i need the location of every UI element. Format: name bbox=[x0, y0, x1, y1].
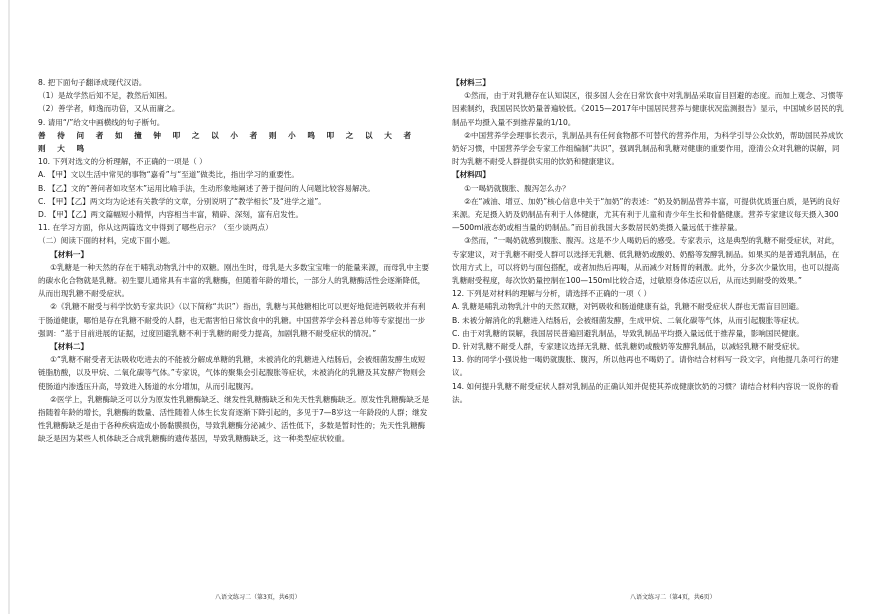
material-3-p2: ②中国营养学会理事长表示，乳制品具有任何食物都不可替代的营养作用，为科学引导公众饮奶，帮助国民养成饮奶好习惯，中国营养学会专家工作组编制“共识”，强调乳制品和乳糖对健康的重要作用，澄清公众对乳糖的误解，同时为乳糖不耐受人群提供实用的饮奶和健康建议。 bbox=[452, 130, 844, 167]
q14: 14. 如何提升乳糖不耐受症状人群对乳制品的正确认知并促使其养成健康饮奶的习惯？请结合材料内容说一说你的看法。 bbox=[452, 381, 839, 404]
material-3-heading: 【材料三】 bbox=[452, 78, 490, 87]
q10: 10. 下列对选文的分析理解，不正确的一项是（ ） bbox=[38, 157, 207, 167]
material-1-p2: ②《乳糖不耐受与科学饮奶专家共识》（以下简称“共识”）指出，乳糖与其他糖相比可以更好地促进钙吸收并有利于肠道健康，哪怕是存在乳糖不耐受的人群，也无需害怕日常饮食中的乳糖。中国营养学会科普总帅等专家提出一步强调：“基于目前进展的证据，过度回避乳糖不利于乳糖的耐受力提高，加剧乳糖不耐受症状的情况。” bbox=[38, 302, 426, 338]
q9-passage: 善 待 问 者 如 撞 钟 叩 之 以 小 者 则 小 鸣 叩 之 以 大 者 则 大 鸣 bbox=[38, 130, 416, 154]
material-1-heading: 【材料一】 bbox=[50, 249, 89, 259]
material-4-p1: ①一喝奶就腹胀、腹泻怎么办？ bbox=[464, 183, 570, 193]
q10-d: D. 【甲】【乙】两文篇幅短小精悍，内容相当丰富，精辟、深刻，富有启发性。 bbox=[38, 210, 304, 220]
q10-c: C. 【甲】【乙】两文均为论述有关教学的文章，分别说明了“教学相长”及“进学之道”。 bbox=[38, 196, 326, 206]
q10-a: A. 【甲】文以生活中常见的事物“嘉肴”与“至道”做类比，指出学习的重要性。 bbox=[38, 170, 300, 180]
material-3-p1: ①然而，由于对乳糖存在认知误区，很多国人会在日常饮食中对乳制品采取盲目回避的态度。而加上观念、习惯等因素制约，我国居民饮奶量普遍较低。《2015—2017年中国居民营养与健康状况监测报告》显示，中国城乡居民的乳制品平均摄入量不到推荐量的1/10。 bbox=[452, 91, 844, 127]
q12: 12. 下列是对材料的理解与分析，请选择不正确的一项（ ） bbox=[452, 289, 652, 299]
material-2-heading: 【材料二】 bbox=[50, 342, 89, 352]
q12-d: D. 针对乳糖不耐受人群，专家建议选择无乳糖、低乳糖奶或酸奶等发酵乳制品，以减轻乳糖不耐受症状。 bbox=[452, 342, 805, 352]
material-4-p3: ③然而，“一喝奶就感到腹胀、腹泻。这是不少人喝奶后的感受。专家表示，这是典型的乳糖不耐受症状，对此，专家建议，对于乳糖不耐受人群可以选择无乳糖、低乳糖奶或酸奶、奶酪等发酵乳制品。如果买的是普通乳制品，在饮用方式上，可以将奶与面包搭配，或者加热后再喝，从而减少对肠胃的刺激。此外，分多次少量饮用，也可以提高乳糖耐受程度，每次饮奶量控制在100—150ml比较合适，过敏原身体适应以后，从而达到耐受的效果。” bbox=[452, 236, 840, 286]
material-2-p2: ②医学上，乳糖酶缺乏可以分为原发性乳糖酶缺乏、继发性乳糖酶缺乏和先天性乳糖酶缺乏。原发性乳糖酶缺乏是指随着年龄的增长，乳糖酶的数量、活性随着人体生长发育逐渐下降引起的，多见于7—8岁这一年龄段的人群；继发性乳糖酶缺乏是由于各种疾病造成小肠黏膜损伤，导致乳糖酶分泌减少、活性低下，多数是暂时性的；先天性乳糖酶缺乏是因为某些人机体缺乏合成乳糖酶的遗传基因，导致乳糖酶缺乏，这一种类型症状较重。 bbox=[38, 394, 430, 444]
q8: 8. 把下面句子翻译成现代汉语。 bbox=[38, 78, 147, 87]
q12-c: C. 由于对乳糖的误解，我国居民普遍回避乳制品，导致乳制品平均摄入量远低于推荐量，影响国民健康。 bbox=[452, 328, 804, 338]
q10-b: B. 【乙】文的“善问者如攻坚木”运用比喻手法，生动形象地阐述了善于提问的人问题比较容易解决。 bbox=[38, 183, 375, 193]
q13: 13. 你的同学小强说他一喝奶就腹胀、腹泻，所以他再也不喝奶了。请你结合材料写一段文字，向他提几条可行的建议。 bbox=[452, 355, 839, 378]
material-4-heading: 【材料四】 bbox=[452, 170, 490, 180]
right-column bbox=[452, 76, 844, 406]
material-2-p1: ①“乳糖不耐受者无法吸收吃进去的不能被分解成单糖的乳糖，未被消化的乳糖进入结肠后，会被细菌发酵生成短链脂肪酸，以及甲烷、二氧化碳等气体。”专家说，气体的聚集会引起腹胀等症状，未被消化的乳糖及其发酵产物则会使肠道内渗透压升高，导致进入肠道的水分增加，从而引起腹泻。 bbox=[38, 355, 426, 391]
q8-2: （2）善学者，师逸而功倍，又从而庸之。 bbox=[38, 104, 180, 114]
q12-a: A. 乳糖是哺乳动物乳汁中的天然双糖，对钙吸收和肠道健康有益，乳糖不耐受症状人群也无需盲目回避。 bbox=[452, 302, 804, 312]
section-2-title: （二）阅读下面的材料，完成下面小题。 bbox=[38, 236, 175, 246]
q11: 11. 在学习方面，你从这两篇选文中得到了哪些启示？（至少谈两点） bbox=[38, 223, 273, 233]
material-4-p2: ②在“减油、增豆、加奶”核心信息中关于“加奶”的表述：“奶及奶制品营养丰富，可提供优质蛋白质，是钙的良好来源。充足摄入奶及奶制品有利于人体健康，尤其有利于儿童和青少年生长和骨骼健康。营养专家建议每天摄入300—500ml液态奶或相当量的奶制品。”而目前我国大多数居民奶类摄入量远低于推荐量。 bbox=[452, 196, 840, 233]
q9: 9. 请用“/”给文中画横线的句子断句。 bbox=[38, 117, 165, 127]
q8-1: （1）是故学然后知不足，教然后知困。 bbox=[38, 91, 172, 101]
q12-b: B. 未被分解消化的乳糖进入结肠后，会被细菌发酵，生成甲烷、二氧化碳等气体，从而引起腹胀等症状。 bbox=[452, 315, 804, 325]
material-1-p1: ①乳糖是一种天然的存在于哺乳动物乳汁中的双糖。刚出生时，母乳是大多数宝宝唯一的能量来源，而母乳中主要的碳水化合物就是乳糖。初生婴儿通常具有丰富的乳糖酶，但随着年龄的增长，一部分人的乳糖酶活性会逐渐降低，从而出现乳糖不耐受症状。 bbox=[38, 262, 430, 299]
left-column bbox=[38, 76, 430, 446]
footer-right: 八语文练习二（第4页，共6页） bbox=[630, 594, 716, 601]
footer-left: 八语文练习二（第3页，共6页） bbox=[215, 594, 301, 601]
page-edge-left bbox=[8, 0, 10, 614]
